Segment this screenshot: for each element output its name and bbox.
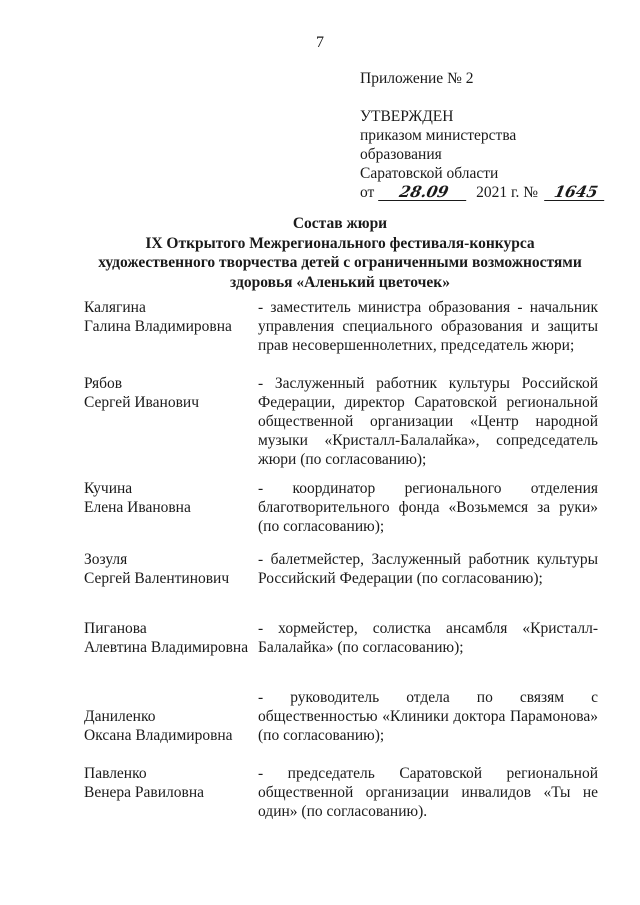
member-given-name: Венера Равиловна [84,784,204,801]
member-surname: Рябов [84,375,123,392]
approval-line-1: приказом министерства [360,127,517,144]
member-given-name: Оксана Владимировна [84,727,233,744]
member-role: - балетмейстер, Заслуженный работник культуры Российский Федерации (по согласованию); [258,551,598,587]
approval-date-line [360,183,606,202]
member-given-name: Галина Владимировна [84,318,232,335]
member-given-name: Сергей Иванович [84,394,200,411]
approval-block [360,69,606,202]
date-prefix: от [360,184,375,201]
member-name [84,374,254,412]
order-year-label: 2021 г. № [476,184,539,201]
member-role: - хормейстер, солистка ансамбля «Кристалл-Балалайка» (по согласованию); [258,620,598,656]
title-line-1: Состав жюри [292,215,388,232]
member-surname: Кучина [84,480,133,497]
member-surname: Зозуля [84,551,128,568]
title-line-2: IX Открытого Межрегионального фестиваля-конкурса [145,234,535,252]
member-name [84,550,254,588]
member-name [84,298,254,336]
handwritten-order-number: 1645 [544,183,608,201]
member-name [84,479,254,517]
member-given-name: Алевтина Владимировна [84,639,249,656]
document-title [40,214,640,292]
member-role: - координатор регионального отделения благотворительного фонда «Возьмемся за руки» (по согласованию); [258,480,598,535]
member-role: - руководитель отдела по связям с общественностью «Клиники доктора Парамонова» (по согласованию); [258,689,598,744]
approved-label: УТВЕРЖДЕН [360,108,454,125]
member-given-name: Сергей Валентинович [84,570,230,587]
member-surname: Пиганова [84,620,147,637]
member-surname: Калягина [84,299,146,316]
approval-line-2: образования [360,146,442,163]
member-role: - Заслуженный работник культуры Российской Федерации, директор Саратовской региональной общественной организации «Центр народной музыки «Кристалл-Балалайка», сопредседатель жюри (по согласованию); [258,375,598,468]
title-line-3: художественного творчества детей с ограниченными возможностями [98,254,582,271]
member-name [84,619,254,657]
member-role: - председатель Саратовской региональной общественной организации инвалидов «Ты не один» (по согласованию). [258,765,598,820]
handwritten-date: 28.09 [378,183,470,201]
member-surname: Павленко [84,765,147,782]
title-line-4: здоровья «Аленький цветочек» [230,273,450,291]
member-role: - заместитель министра образования - начальник управления специального образования и защиты прав несовершеннолетних, председатель жюри; [258,299,598,354]
member-given-name: Елена Ивановна [84,499,191,516]
member-name [84,707,254,745]
member-name [84,764,254,802]
page-number: 7 [316,34,324,51]
annex-label: Приложение № 2 [360,70,474,87]
approval-line-3: Саратовской области [360,165,499,182]
member-surname: Даниленко [84,708,156,725]
